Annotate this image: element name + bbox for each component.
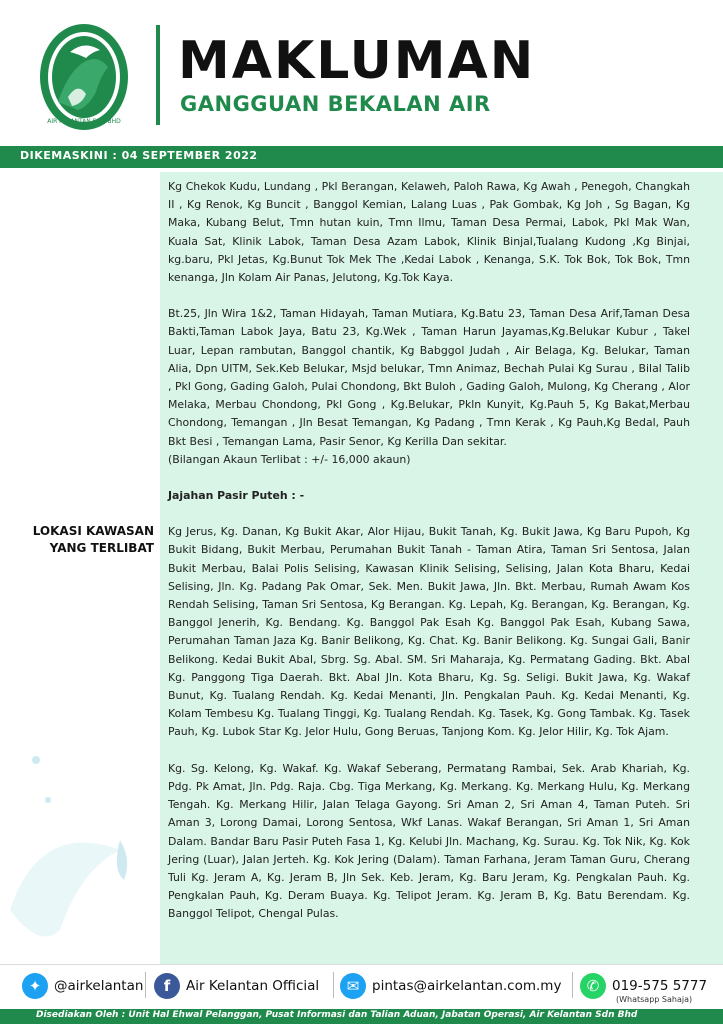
email-address: pintas@airkelantan.com.my [372, 978, 562, 994]
accounts-affected-note: (Bilangan Akaun Terlibat : +/- 16,000 akaun) [168, 452, 411, 466]
whatsapp-icon: ✆ [580, 973, 606, 999]
prepared-by-text: Disediakan Oleh : Unit Hal Ehwal Pelanggan, Pusat Informasi dan Talian Aduan, Jabatan Operasi, Air Kelantan Sdn Bhd [36, 1010, 638, 1020]
district-heading: Jajahan Pasir Puteh : - [168, 489, 305, 503]
water-splash-decoration [0, 700, 170, 960]
header [0, 0, 723, 146]
air-kelantan-logo [38, 22, 130, 132]
area-list-paragraph: Kg Chekok Kudu, Lundang , Pkl Berangan, Kelaweh, Paloh Rawa, Kg Awah , Penegoh, Changkah II , Kg Renok, Kg Buncit , Banggol Kemian, Lalang Luas , Pak Gombak, Kg Joh , Sg Bagan, Kg Maka, Kubang Belut, Tmn hutan kuin, Tmn Ilmu, Taman Desa Permai, Labok, Pkl Mak Wan, Kuala Sat, Klinik Labok, Taman Desa Azam Labok, Klinik Binjal,Tualang Kudong ,Kg Binjai, kg.baru, Pkl Jetas, Kg.Bunut Tok Mek The ,Kedai Labok , Kenanga, S.K. Tok Bok, Tok Bok, Tmn kenanga, Jln Kolam Air Panas, Jelutong, Kg.Tok Kaya. [168, 180, 690, 285]
area-list-paragraph: Kg. Sg. Kelong, Kg. Wakaf. Kg. Wakaf Seberang, Permatang Rambai, Sek. Arab Khariah, Kg. Pdg. Pk Amat, Jln. Pdg. Raja. Cbg. Tiga Merkang, Kg. Merkang. Kg. Merkang Hulu, Kg. Merkang Tengah. Kg. Merkang Hilir, Jalan Telaga Gayong. Sri Aman 2, Sri Aman 4, Taman Puteh. Sri Aman 3, Lorong Damai, Lorong Sentosa, Wkf Lanas. Wakaf Berangan, Sri Aman 1, Sri Aman Dalam. Bandar Baru Pasir Puteh Fasa 1, Kg. Kelubi Jln. Machang, Kg. Surau. Kg. Tok Nik, Kg. Kok Jering (Luar), Jalan Jerteh. Kg. Kok Jering (Dalam). Taman Farhana, Jeram Taman Guru, Cherang Tuli Kg. Jeram A, Kg. Jeram B, Jln Sek. Keb. Jeram, Kg. Baru Jeram, Kg. Pengkalan Pauh. Kg. Pengkalan Pauh, Kg. Deram Buaya. Kg. Telipot Jeram. Kg. Jeram B, Kg. Batu Berendam. Kg. Banggol Telipot, Chengal Pulas. [168, 761, 690, 921]
twitter-handle: @airkelantan [54, 978, 144, 994]
footer-divider [333, 972, 334, 998]
footer-divider [145, 972, 146, 998]
email-icon: ✉ [340, 973, 366, 999]
page-subtitle: GANGGUAN BEKALAN AIR [180, 92, 491, 116]
whatsapp-number: 019-575 5777 [612, 978, 708, 994]
header-divider [156, 25, 160, 125]
area-list-paragraph: Bt.25, Jln Wira 1&2, Taman Hidayah, Taman Mutiara, Kg.Batu 23, Taman Desa Arif,Taman Desa Bakti,Taman Labok Jaya, Batu 23, Kg.Wek , Taman Harun Jayamas,Kg.Belukar Kubur , Takel Luar, Lepan rambutan, Banggol chantik, Kg Babggol Judah , Air Belaga, Kg. Belukar, Taman Alia, Dpn UITM, Sek.Keb Belukar, Msjd belukar, Tmn Animaz, Bechah Pulai Kg Surau , Bilal Talib , Pkl Gong, Gading Galoh, Pulai Chondong, Bkt Buloh , Gading Galoh, Mulong, Kg Cherang , Alor Melaka, Merbau Chondong, Pkl Gong , Kg.Belukar, Pkln Kunyit, Kg.Pauh 5, Kg Bakat,Merbau Chondong, Temangan , Jln Besat Temangan, Kg Padang , Tmn Kerak , Kg Pauh,Kg Bedal, Pauh Bkt Besi , Temangan Lama, Pasir Senor, Kg Kerilla Dan sekitar. [168, 307, 690, 448]
affected-areas-label: LOKASI KAWASAN YANG TERLIBAT [32, 524, 154, 555]
area-list-paragraph: Kg Jerus, Kg. Danan, Kg Bukit Akar, Alor Hijau, Bukit Tanah, Kg. Bukit Jawa, Kg Baru Pupoh, Kg Bukit Bidang, Bukit Merbau, Perumahan Bukit Tanah - Taman Atira, Taman Sri Sentosa, Jalan Bukit Merbau, Balai Polis Selising, Kawasan Klinik Selising, Selising, Jalan Kota Bharu, Kedai Selising, Jln. Kg. Padang Pak Omar, Sek. Men. Bukit Jawa, Jln. Bkt. Merbau, Rumah Awam Kos Rendah Selising, Taman Sri Sentosa, Kg Berangan. Kg. Lepah, Kg. Berangan, Kg. Berangan, Kg. Banggol Jenerih, Kg. Bendang. Kg. Banggol Pak Esah Kg. Banggol Pak Esah, Kubang Sawa, Perumahan Taman Jaza Kg. Banir Belikong, Kg. Chat. Kg. Banir Belikong. Kg. Sungai Gali, Banir Belikong. Kedai Bukit Abal, Sbrg. Sg. Abal. SM. Sri Maharaja, Kg. Permatang Gading. Bkt. Abal Kg. Panggong Tiga Daerah. Bkt. Abal Jln. Kota Bharu, Kg. Sg. Seligi. Bukit Jawa, Kg. Wakaf Bunut, Kg. Tualang Rendah. Kg. Kedai Menanti, Jln. Pengkalan Pauh. Kg. Kedai Menanti, Kg. Kolam Tembesu Kg. Tualang Tinggi, Kg. Tualang Rendah. Kg. Tasek, Kg. Gong Tambak. Kg. Tasek Pauh, Kg. Lubok Star Kg. Jelor Hulu, Gong Beruas, Tanjong Kom. Kg. Jelor Hilir, Kg. Tok Ajam. [168, 525, 690, 739]
page-title: MAKLUMAN [178, 31, 536, 91]
facebook-contact[interactable] [154, 972, 319, 1000]
twitter-icon: ✦ [22, 973, 48, 999]
logo-caption: AIR KELANTAN SDN BHD [47, 118, 121, 125]
twitter-contact[interactable] [22, 972, 143, 1000]
email-contact[interactable] [340, 972, 561, 1000]
whatsapp-note: (Whatsapp Sahaja) [616, 995, 693, 1004]
facebook-icon: f [154, 973, 180, 999]
facebook-page: Air Kelantan Official [186, 978, 320, 994]
content-body [168, 178, 690, 942]
footer-divider [572, 972, 573, 998]
updated-date: DIKEMASKINI : 04 SEPTEMBER 2022 [20, 149, 258, 162]
